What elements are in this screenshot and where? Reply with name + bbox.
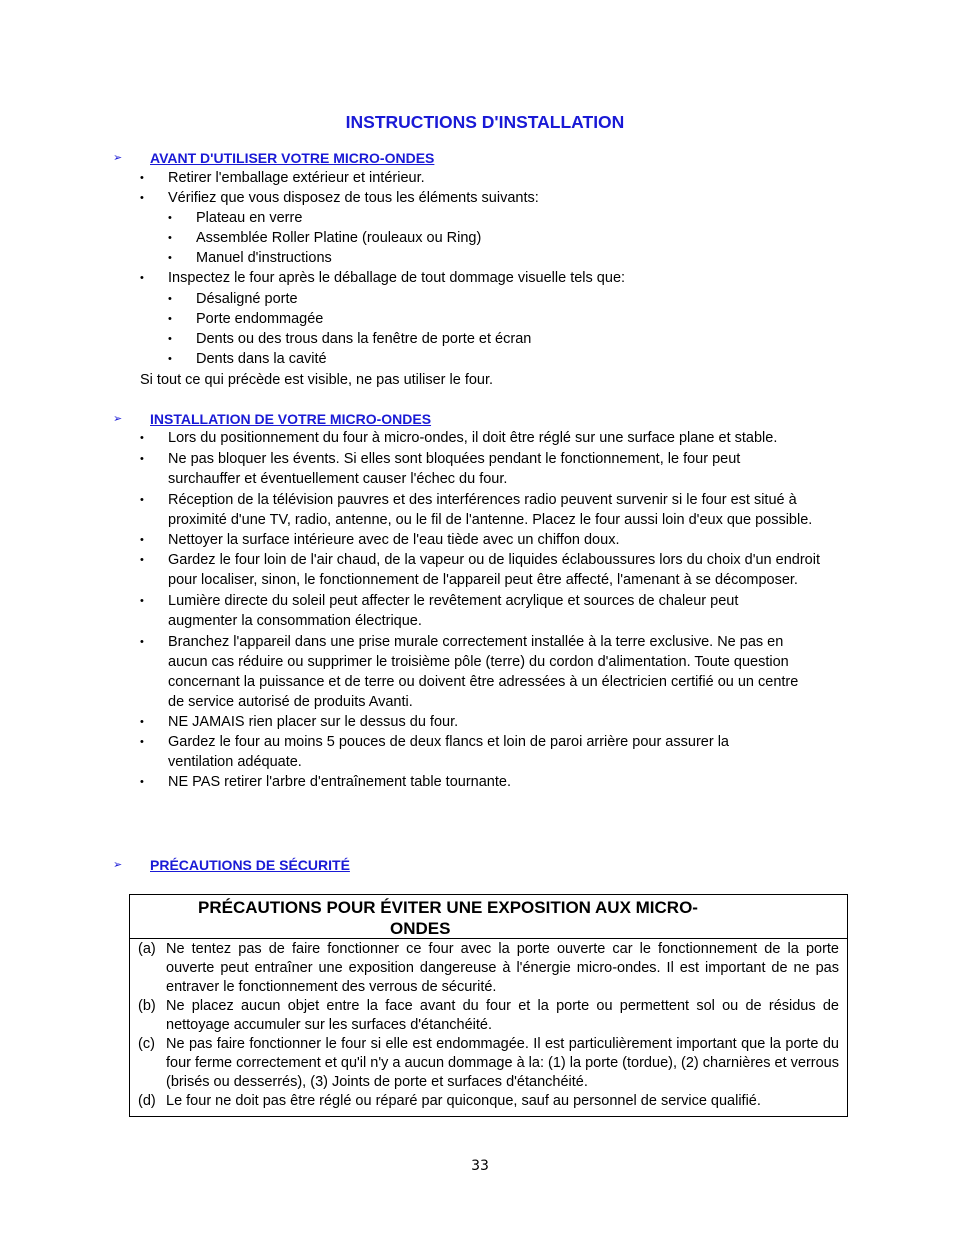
list-item: (d) Le four ne doit pas être réglé ou réparé par quiconque, sauf au personnel de service qualifié. — [138, 1093, 761, 1109]
list-item: • Porte endommagée — [168, 311, 324, 327]
arrow-bullet-icon: ➢ — [113, 859, 123, 871]
list-item: (b) Ne placez aucun objet entre la face avant du four et la porte ou permettent sol ou de résidus de nettoyage accumuler sur les surfaces d'étanchéité. — [138, 998, 839, 1033]
safety-box-title: PRÉCAUTIONS POUR ÉVITER UNE EXPOSITION AUX MICRO- ONDES — [130, 895, 847, 939]
warning-note: Si tout ce qui précède est visible, ne pas utiliser le four. — [140, 372, 494, 388]
bullet-icon: • — [140, 453, 144, 465]
section-link-installation[interactable]: INSTALLATION DE VOTRE MICRO-ONDES — [150, 411, 432, 427]
list-item: • Ne pas bloquer les évents. Si elles sont bloquées pendant le fonctionnement, le four peut surchauffer et éventuellement causer l'échec du four. — [140, 451, 741, 487]
bullet-icon: • — [140, 554, 144, 566]
bullet-icon: • — [168, 232, 172, 244]
list-item: • Branchez l'appareil dans une prise murale correctement installée à la terre exclusive. Ne pas en aucun cas réduire ou supprimer le troisième pôle (terre) du cordon d'alimentation. Toute question concernant la puissance et de terre ou doivent être adressées à un électricien certifié ou un centre de service autorisé de produits Avanti. — [140, 634, 799, 710]
bullet-icon: • — [168, 252, 172, 264]
bullet-icon: • — [140, 494, 144, 506]
bullet-icon: • — [140, 716, 144, 728]
bullet-icon: • — [140, 172, 144, 184]
list-item: • Dents dans la cavité — [168, 351, 327, 367]
bullet-icon: • — [168, 333, 172, 345]
bullet-icon: • — [140, 534, 144, 546]
section-link-safety[interactable]: PRÉCAUTIONS DE SÉCURITÉ — [150, 857, 350, 873]
bullet-icon: • — [168, 353, 172, 365]
list-item: • Désaligné porte — [168, 291, 298, 307]
list-item: • NE PAS retirer l'arbre d'entraînement table tournante. — [140, 774, 511, 790]
list-item: (c) Ne pas faire fonctionner le four si elle est endommagée. Il est particulièrement important que la porte du four ferme correctement et qu'il n'y a aucun dommage à la: (1) la porte (tordue), (2) charnières et verrous (brisés ou desserrés), (3) Joints de porte et surfaces d'étanchéité. — [138, 1036, 839, 1090]
bullet-icon: • — [140, 636, 144, 648]
bullet-icon: • — [140, 595, 144, 607]
installation-list — [0, 428, 954, 792]
safety-precautions-box — [129, 894, 848, 1117]
list-item: • Retirer l'emballage extérieur et intérieur. — [140, 170, 425, 186]
list-item: • Réception de la télévision pauvres et des interférences radio peuvent survenir si le four est situé à proximité d'une TV, radio, antenne, ou le fil de l'antenne. Placez le four aussi loin d'eux que possible. — [140, 492, 813, 528]
before-use-list — [0, 168, 954, 369]
list-item: • Lumière directe du soleil peut affecter le revêtement acrylique et sources de chaleur peut augmenter la consommation électrique. — [140, 593, 739, 629]
list-item: • Nettoyer la surface intérieure avec de l'eau tiède avec un chiffon doux. — [140, 532, 620, 548]
list-item: • Dents ou des trous dans la fenêtre de porte et écran — [168, 331, 532, 347]
bullet-icon: • — [140, 192, 144, 204]
arrow-bullet-icon: ➢ — [113, 413, 123, 425]
bullet-icon: • — [168, 212, 172, 224]
list-item: • Gardez le four au moins 5 pouces de deux flancs et loin de paroi arrière pour assurer la ventilation adéquate. — [140, 734, 729, 770]
bullet-icon: • — [140, 776, 144, 788]
list-item: • Inspectez le four après le déballage de tout dommage visuelle tels que: — [140, 270, 626, 286]
list-item: • Lors du positionnement du four à micro-ondes, il doit être réglé sur une surface plane et stable. — [140, 430, 778, 446]
section-link-before-use[interactable]: AVANT D'UTILISER VOTRE MICRO-ONDES — [150, 150, 435, 166]
list-item: • NE JAMAIS rien placer sur le dessus du four. — [140, 714, 459, 730]
list-item: • Vérifiez que vous disposez de tous les éléments suivants: — [140, 190, 539, 206]
list-item: (a) Ne tentez pas de faire fonctionner ce four avec la porte ouverte car le fonctionnement de la porte ouverte peut entraîner une exposition dangereuse à l'énergie micro-ondes. Il est important de ne pas entraver le fonctionnement des verrous de sécurité. — [138, 941, 839, 995]
bullet-icon: • — [140, 736, 144, 748]
bullet-icon: • — [168, 313, 172, 325]
list-item: • Gardez le four loin de l'air chaud, de la vapeur ou de liquides éclaboussures lors du choix d'un endroit pour localiser, sinon, le fonctionnement de l'appareil peut être affecté, l'amenant à se décomposer. — [140, 552, 820, 588]
precautions-list — [130, 940, 847, 1111]
page-number: 33 — [471, 1158, 489, 1174]
list-item: • Plateau en verre — [168, 210, 303, 226]
bullet-icon: • — [168, 293, 172, 305]
page-title: INSTRUCTIONS D'INSTALLATION — [345, 112, 625, 132]
list-item: • Manuel d'instructions — [168, 250, 332, 266]
bullet-icon: • — [140, 272, 144, 284]
bullet-icon: • — [140, 432, 144, 444]
arrow-bullet-icon: ➢ — [113, 152, 123, 164]
list-item: • Assemblée Roller Platine (rouleaux ou Ring) — [168, 230, 482, 246]
